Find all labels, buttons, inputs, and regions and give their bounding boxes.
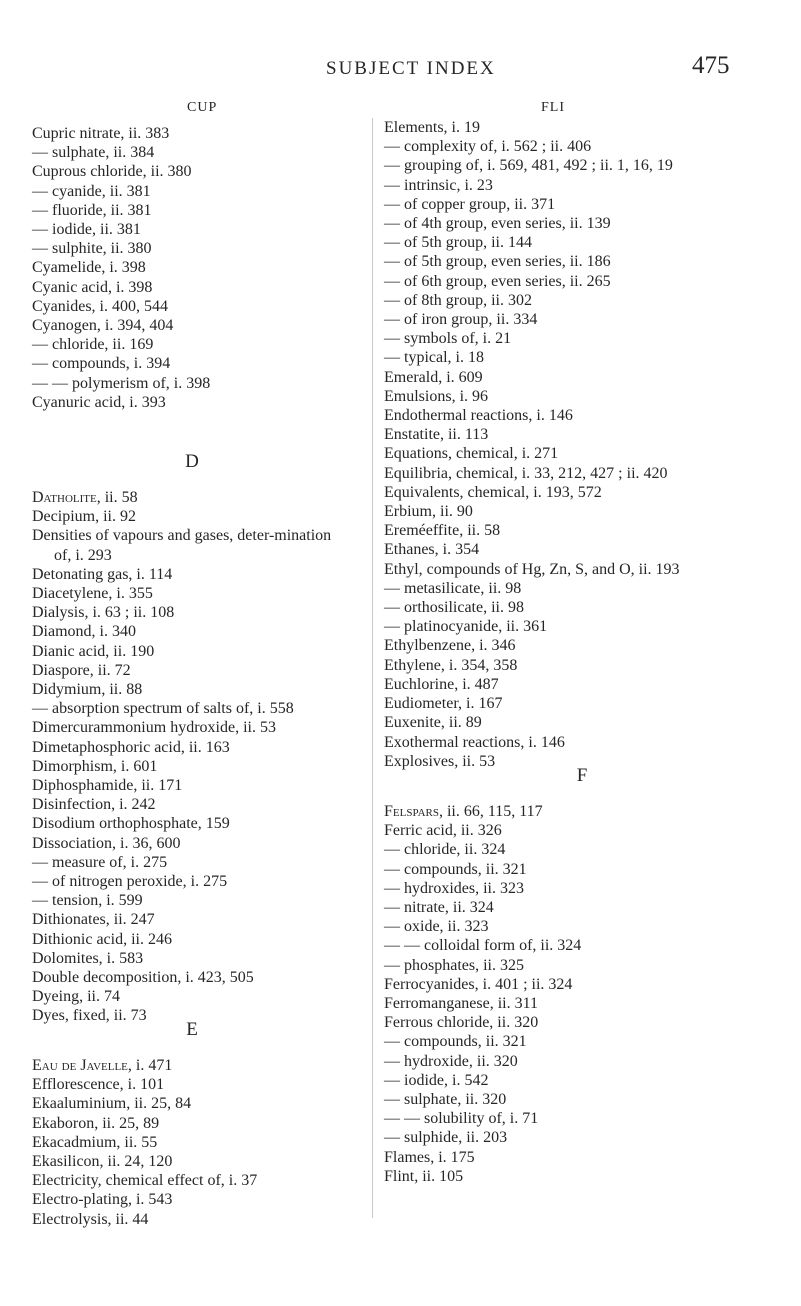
index-entry: Emerald, i. 609 [384, 368, 483, 386]
section-letter-d: D [185, 451, 199, 472]
index-entry: — of 4th group, even series, ii. 139 [384, 215, 611, 233]
index-entry: Ethyl, compounds of Hg, Zn, S, and O, ii. 193 [384, 560, 680, 578]
index-entry: — of iron group, ii. 334 [384, 311, 538, 329]
index-entry: — metasilicate, ii. 98 [384, 579, 522, 597]
index-entry: Electro-plating, i. 543 [32, 1191, 173, 1209]
index-entry: Ferric acid, ii. 326 [384, 822, 502, 840]
index-entry: Euxenite, ii. 89 [384, 714, 482, 732]
page-number: 475 [692, 52, 730, 79]
index-entry: Cupric nitrate, ii. 383 [32, 125, 170, 142]
index-entry: — of 8th group, ii. 302 [384, 291, 532, 309]
index-entry: Dyes, fixed, ii. 73 [32, 1007, 147, 1025]
index-entry: — chloride, ii. 324 [384, 841, 506, 859]
index-entry [32, 488, 352, 507]
index-entry: Diphosphamide, ii. 171 [32, 777, 183, 795]
index-entry: Enstatite, ii. 113 [384, 426, 489, 444]
index-entry: Euchlorine, i. 487 [384, 675, 499, 693]
index-entry: Equilibria, chemical, i. 33, 212, 427 ; ii. 420 [384, 464, 668, 482]
index-entry: Double decomposition, i. 423, 505 [32, 969, 254, 987]
index-entry: Electricity, chemical effect of, i. 37 [32, 1172, 258, 1190]
index-entry: Endothermal reactions, i. 146 [384, 407, 573, 425]
index-entry: — nitrate, ii. 324 [384, 899, 494, 917]
entry-headword: Datholite [32, 489, 97, 506]
index-entry: — — colloidal form of, ii. 324 [384, 937, 582, 955]
index-entry: Ferrous chloride, ii. 320 [384, 1014, 539, 1032]
entry-reference: , i. 471 [127, 1057, 173, 1074]
section-letter-e: E [186, 1019, 198, 1040]
index-entry: — compounds, i. 394 [32, 355, 171, 373]
index-entry: — compounds, ii. 321 [384, 860, 527, 878]
index-entry [384, 802, 780, 821]
index-entry: Ethylbenzene, i. 346 [384, 637, 516, 655]
index-entry: Densities of vapours and gases, deter-mination of, i. 293 [32, 527, 332, 564]
index-entry: Dissociation, i. 36, 600 [32, 834, 181, 852]
index-entry: Dialysis, i. 63 ; ii. 108 [32, 604, 175, 622]
index-entry: — phosphates, ii. 325 [384, 956, 524, 974]
index-entry: — — solubility of, i. 71 [384, 1110, 539, 1128]
index-entry: — sulphite, ii. 380 [32, 240, 152, 258]
index-entry: Ekacadmium, ii. 55 [32, 1133, 158, 1151]
index-entry: Equations, chemical, i. 271 [384, 445, 559, 463]
index-entry: Decipium, ii. 92 [32, 508, 136, 526]
index-entry: — iodide, i. 542 [384, 1071, 489, 1089]
index-entry: Detonating gas, i. 114 [32, 565, 173, 583]
index-list-d [32, 488, 352, 1026]
index-entry: Ethanes, i. 354 [384, 541, 480, 559]
index-entry: Dimercurammonium hydroxide, ii. 53 [32, 719, 276, 737]
index-entry: Exothermal reactions, i. 146 [384, 733, 565, 751]
index-entry: Didymium, ii. 88 [32, 681, 143, 699]
index-entry: — fluoride, ii. 381 [32, 201, 152, 219]
index-entry: Ekaaluminium, ii. 25, 84 [32, 1095, 192, 1113]
index-list-e-continued [384, 118, 780, 771]
index-entry: Cyamelide, i. 398 [32, 259, 146, 277]
running-head: SUBJECT INDEX [326, 58, 496, 79]
index-entry: Disodium orthophosphate, 159 [32, 815, 230, 833]
index-entry: — complexity of, i. 562 ; ii. 406 [384, 138, 592, 156]
column-divider [372, 118, 373, 1218]
left-guide-word: CUP [187, 100, 218, 115]
index-entry: Dithionates, ii. 247 [32, 911, 155, 929]
index-entry: — symbols of, i. 21 [384, 330, 512, 348]
index-entry: Ethylene, i. 354, 358 [384, 656, 518, 674]
index-entry: — of 6th group, even series, ii. 265 [384, 272, 611, 290]
index-entry: — platinocyanide, ii. 361 [384, 618, 548, 636]
right-guide-word: FLI [541, 100, 565, 115]
index-entry: Ekaboron, ii. 25, 89 [32, 1114, 160, 1132]
index-entry: — orthosilicate, ii. 98 [384, 599, 524, 617]
index-list-f [384, 802, 780, 1186]
index-entry: Diamond, i. 340 [32, 623, 136, 641]
index-entry: Dimetaphosphoric acid, ii. 163 [32, 738, 230, 756]
index-entry: Ferromanganese, ii. 311 [384, 995, 539, 1013]
index-entry: Erbium, ii. 90 [384, 503, 473, 521]
index-entry: Electrolysis, ii. 44 [32, 1210, 149, 1228]
index-entry: — measure of, i. 275 [32, 853, 168, 871]
index-entry: Equivalents, chemical, i. 193, 572 [384, 483, 602, 501]
index-entry: — of 5th group, ii. 144 [384, 234, 532, 252]
index-entry: — iodide, ii. 381 [32, 221, 141, 239]
index-entry: Cyanides, i. 400, 544 [32, 297, 168, 315]
index-entry: Dithionic acid, ii. 246 [32, 930, 172, 948]
entry-headword: Felspars [384, 803, 439, 820]
index-entry: — intrinsic, i. 23 [384, 176, 493, 194]
index-entry: — hydroxides, ii. 323 [384, 879, 524, 897]
index-entry: — — polymerism of, i. 398 [32, 374, 211, 392]
index-entry: — of 5th group, even series, ii. 186 [384, 253, 611, 271]
index-entry: Cyanuric acid, i. 393 [32, 393, 166, 411]
index-entry: Dolomites, i. 583 [32, 949, 144, 967]
index-entry: Efflorescence, i. 101 [32, 1076, 165, 1094]
index-entry: Ereméeffite, ii. 58 [384, 522, 501, 540]
index-entry [32, 1056, 352, 1075]
entry-headword: Eau de Javelle [32, 1057, 128, 1074]
index-entry: Flint, ii. 105 [384, 1167, 464, 1185]
index-entry: — tension, i. 599 [32, 892, 143, 910]
index-entry: Dianic acid, ii. 190 [32, 642, 155, 660]
index-entry: — sulphate, ii. 320 [384, 1091, 507, 1109]
index-entry: Diaspore, ii. 72 [32, 661, 131, 679]
entry-reference: , ii. 66, 115, 117 [438, 803, 543, 820]
index-entry: Diacetylene, i. 355 [32, 585, 153, 603]
index-list-e [32, 1056, 352, 1229]
index-entry: — compounds, ii. 321 [384, 1033, 527, 1051]
index-entry: Explosives, ii. 53 [384, 752, 496, 770]
index-entry: Cuprous chloride, ii. 380 [32, 163, 192, 181]
index-entry: Eudiometer, i. 167 [384, 695, 503, 713]
index-entry: — oxide, ii. 323 [384, 918, 489, 936]
index-entry: — sulphate, ii. 384 [32, 144, 155, 162]
index-entry: Cyanic acid, i. 398 [32, 278, 153, 296]
index-entry: Dyeing, ii. 74 [32, 988, 120, 1006]
section-letter-f: F [576, 765, 588, 786]
index-entry: — sulphide, ii. 203 [384, 1129, 508, 1147]
index-entry: — typical, i. 18 [384, 349, 484, 367]
index-entry: — grouping of, i. 569, 481, 492 ; ii. 1, 16, 19 [384, 157, 673, 175]
index-entry: Ekasilicon, ii. 24, 120 [32, 1153, 173, 1171]
index-entry: — absorption spectrum of salts of, i. 558 [32, 700, 294, 718]
index-entry: Elements, i. 19 [384, 119, 480, 136]
index-entry: Emulsions, i. 96 [384, 387, 489, 405]
index-entry: Dimorphism, i. 601 [32, 757, 158, 775]
index-entry: Cyanogen, i. 394, 404 [32, 317, 174, 335]
entry-reference: , ii. 58 [96, 489, 138, 506]
index-entry: — cyanide, ii. 381 [32, 182, 151, 200]
index-entry: — of copper group, ii. 371 [384, 195, 556, 213]
index-entry: Ferrocyanides, i. 401 ; ii. 324 [384, 975, 573, 993]
index-entry: Disinfection, i. 242 [32, 796, 156, 814]
index-entry: — chloride, ii. 169 [32, 336, 154, 354]
index-list-c [32, 124, 352, 412]
index-entry: — of nitrogen peroxide, i. 275 [32, 873, 228, 891]
index-entry: Flames, i. 175 [384, 1148, 475, 1166]
index-entry: — hydroxide, ii. 320 [384, 1052, 518, 1070]
